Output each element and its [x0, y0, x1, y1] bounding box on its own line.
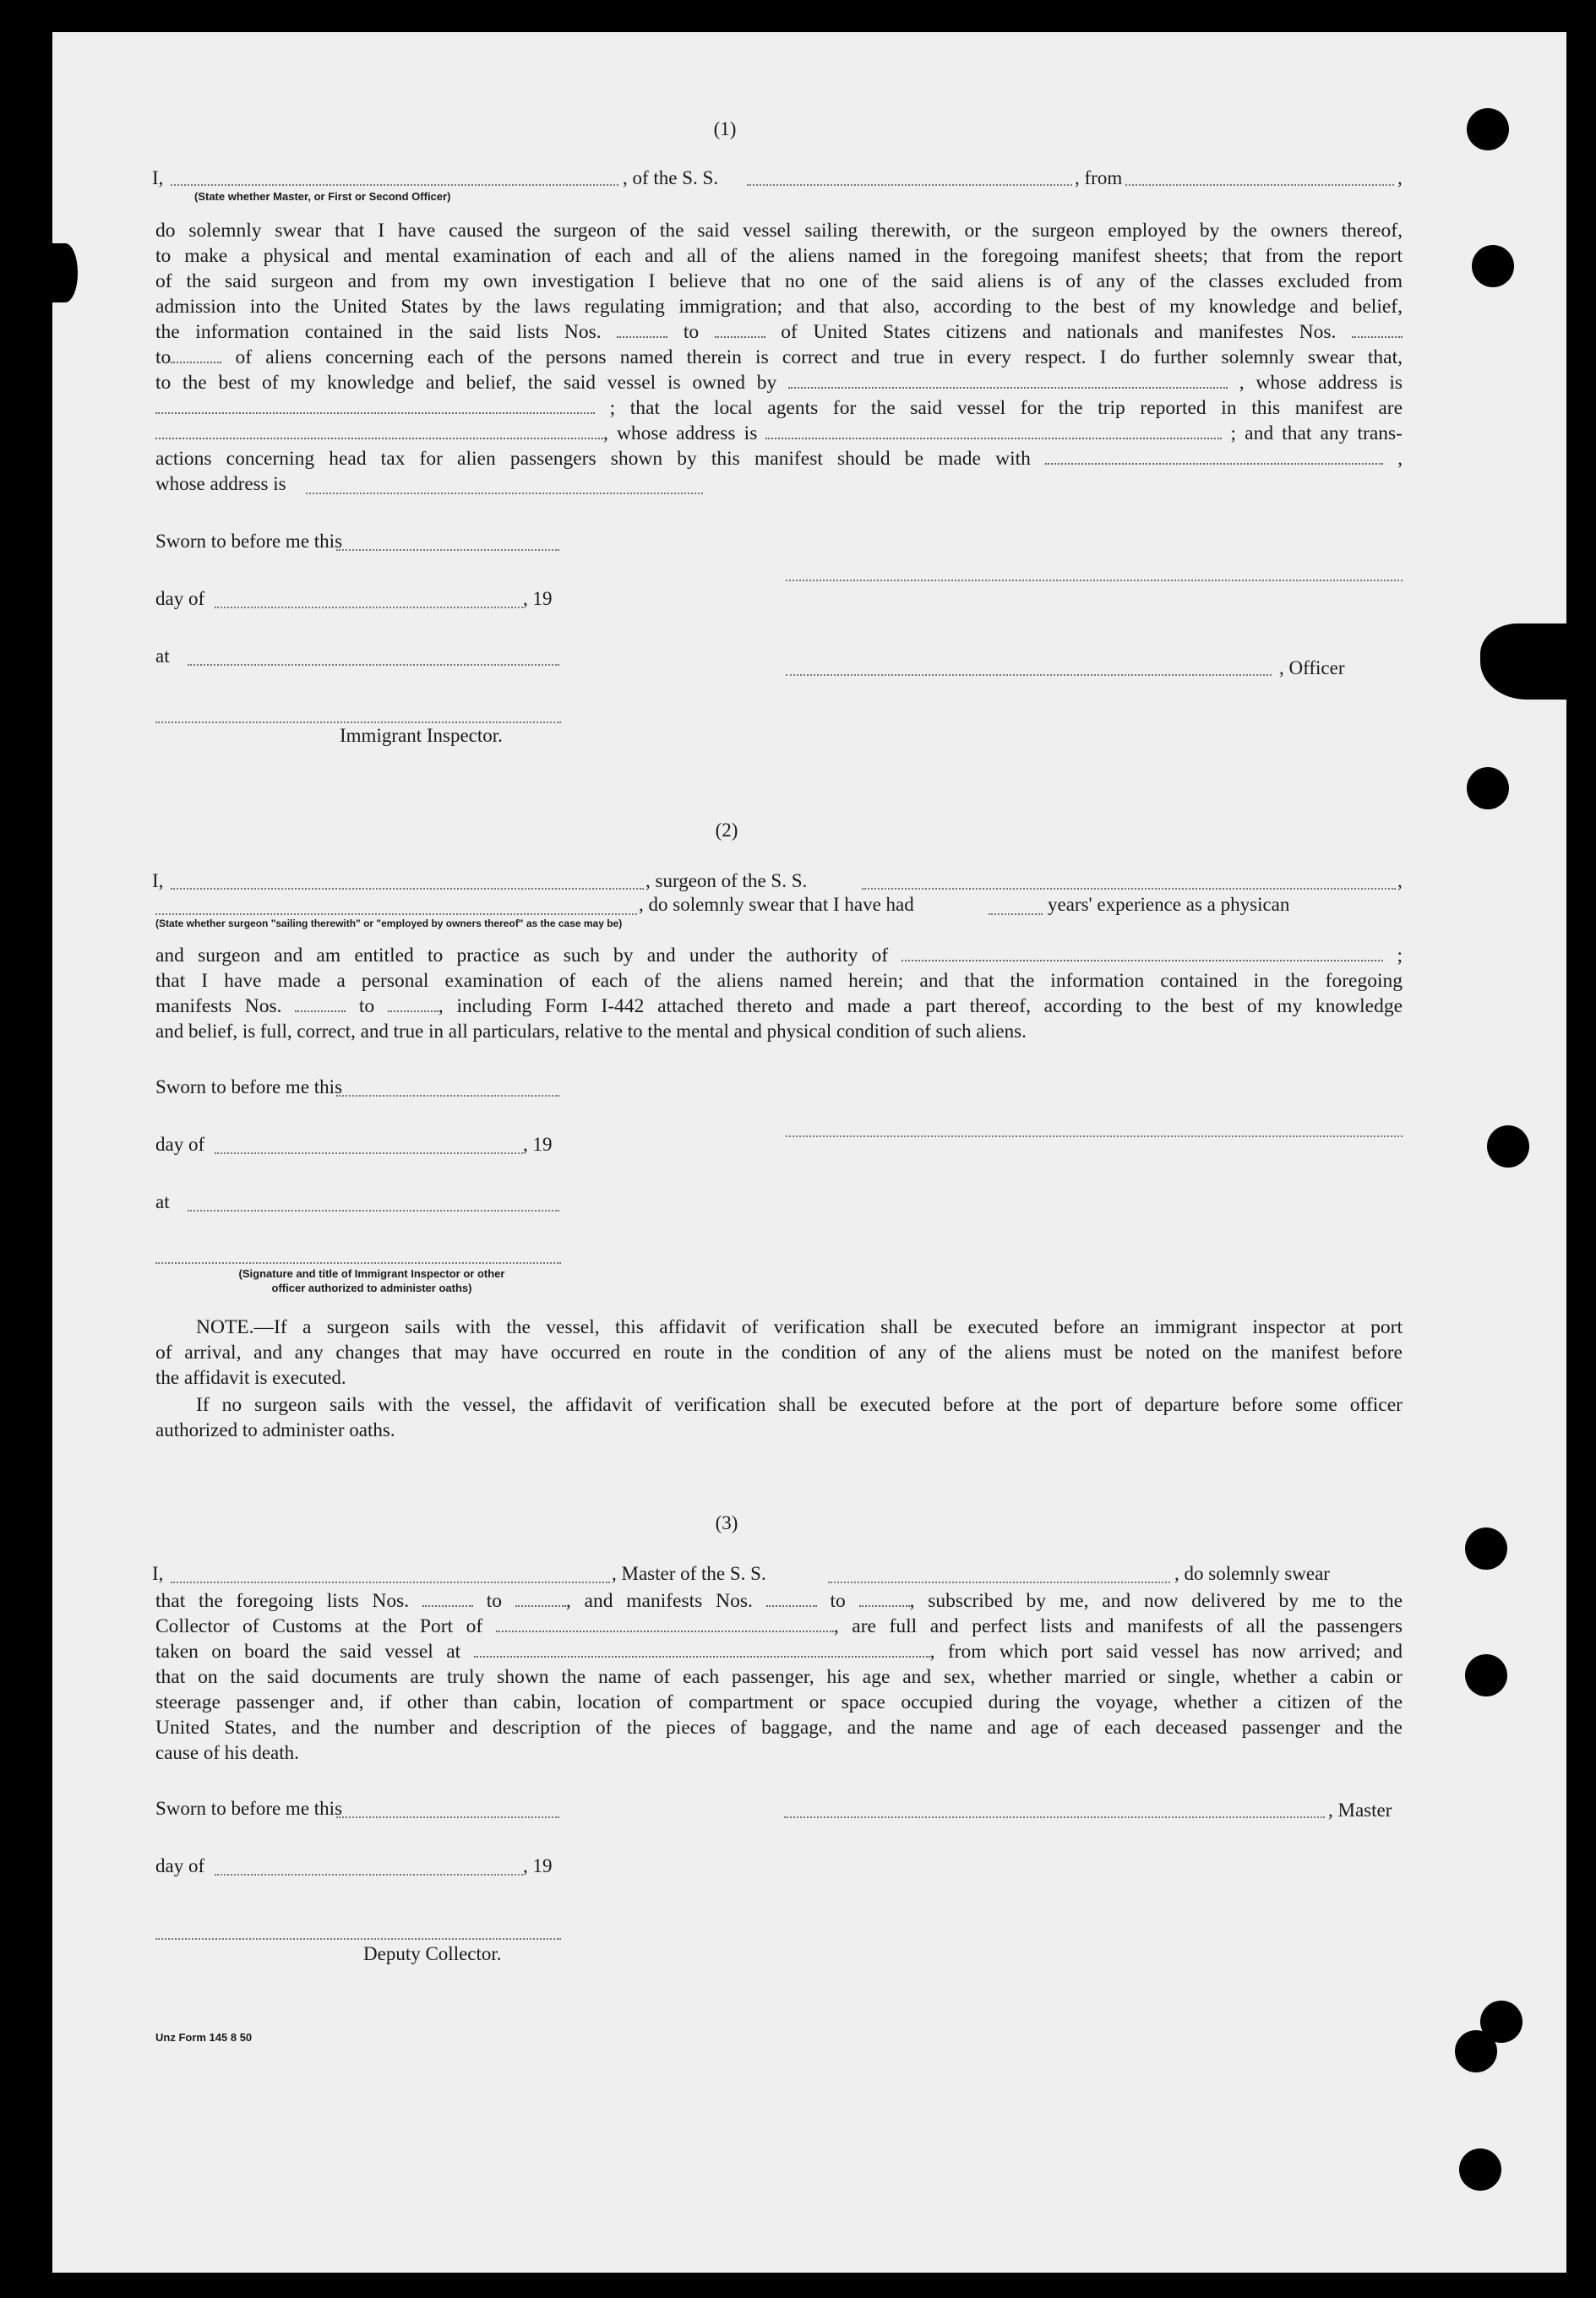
sec1-l5a: the information contained in the said lists Nos. — [155, 321, 602, 343]
sec3-l1d: to — [830, 1590, 846, 1612]
sec2-name-field[interactable] — [171, 888, 644, 890]
torn-edge — [52, 243, 78, 302]
sec1-line-8 — [155, 395, 1403, 421]
sec2-sworn: Sworn to before me this — [155, 1076, 343, 1097]
sec2-l1b: ; — [1397, 945, 1403, 967]
sec1-l10a: actions concerning head tax for alien passengers shown by this manifest should be made with — [155, 448, 1031, 470]
sec3-line-2 — [155, 1614, 1403, 1639]
sec1-dayof: day of — [155, 588, 205, 609]
sec3-manifests-to-field[interactable] — [859, 1605, 910, 1607]
sec1-l5b: to — [683, 321, 700, 343]
sec1-l8: ; that the local agents for the said vessel for the trip reported in this manifest are — [609, 397, 1403, 419]
sec1-line-1: do solemnly swear that I have caused the surgeon of the said vessel sailing therewith, or the surgeon employed by the owners thereof, — [155, 220, 1403, 242]
sec3-l2a: Collector of Customs at the Port of — [155, 1615, 483, 1637]
sec3-lists-to-field[interactable] — [515, 1605, 566, 1607]
sec1-line-6 — [155, 345, 1403, 370]
sec3-l1c: , and manifests Nos. — [565, 1590, 753, 1612]
sec2-day-field[interactable] — [215, 1152, 523, 1154]
section-1-number: (1) — [713, 118, 737, 139]
sec1-at-field[interactable] — [188, 664, 559, 666]
sec3-line-7: cause of his death. — [155, 1742, 299, 1763]
sec3-lists-from-field[interactable] — [422, 1605, 473, 1607]
sec3-name-field[interactable] — [171, 1582, 610, 1583]
sec1-l9a: , whose address is — [603, 422, 758, 444]
sec2-i: I, — [152, 870, 164, 891]
sec1-line-9 — [155, 421, 1403, 446]
sec2-l3c: , including Form I-442 attached thereto and made a part thereof, according to the best of my knowledge — [438, 995, 1403, 1017]
sec3-i: I, — [152, 1563, 164, 1584]
sec1-owner-field[interactable] — [788, 387, 1228, 389]
sec3-line-6: United States, and the number and description of the pieces of baggage, and the name and age of each deceased passenger and the — [155, 1717, 1403, 1739]
punch-hole — [1465, 1527, 1507, 1570]
sec1-agents-address-field[interactable] — [765, 438, 1222, 439]
sec2-ship-field[interactable] — [862, 888, 1396, 890]
note-p2-line-2: authorized to administer oaths. — [155, 1419, 395, 1440]
sec2-swear-b: years' experience as a physican — [1048, 894, 1290, 915]
sec1-ship-field[interactable] — [747, 184, 1072, 186]
sec2-line-3 — [155, 994, 1403, 1019]
sec1-of-ss: , of the S. S. — [623, 167, 719, 188]
sec1-l5c: of United States citizens and nationals and manifestes Nos. — [781, 321, 1337, 343]
sec1-year: , 19 — [523, 588, 553, 609]
sec3-taken-at-field[interactable] — [474, 1656, 930, 1658]
sec2-officer-signature-field[interactable] — [155, 1262, 561, 1264]
sec2-l3b: to — [358, 995, 375, 1017]
punch-hole — [1459, 2148, 1501, 2191]
sec1-l7b: , whose address is — [1239, 372, 1403, 394]
punch-hole — [1472, 245, 1514, 287]
sec1-l6a: to — [155, 346, 172, 368]
sec3-manifests-from-field[interactable] — [766, 1605, 817, 1607]
torn-edge — [1480, 624, 1573, 700]
sec2-sig-note-2: officer authorized to administer oaths) — [271, 1282, 472, 1294]
form-page — [52, 32, 1566, 2273]
sec1-i: I, — [152, 167, 164, 188]
sec3-master-of: , Master of the S. S. — [612, 1563, 766, 1584]
sec3-l3a: taken on board the said vessel at — [155, 1641, 461, 1663]
sec2-swear-a: , do solemnly swear that I have had — [639, 894, 914, 915]
sec2-sig-note-1: (Signature and title of Immigrant Inspector or other — [238, 1267, 505, 1280]
sec2-manifest-from-field[interactable] — [295, 1010, 346, 1012]
sec3-line-3 — [155, 1639, 1403, 1664]
sec1-l9b: ; and that any trans- — [1230, 422, 1403, 444]
sec1-l6b: of aliens concerning each of the persons named therein is correct and true in every respect. I do further solemnly swear that, — [235, 346, 1403, 368]
punch-hole — [1467, 108, 1509, 150]
punch-hole — [1455, 2030, 1497, 2072]
sec3-l3b: , from which port said vessel has now arrived; and — [929, 1641, 1403, 1663]
sec1-from-field[interactable] — [1125, 184, 1394, 186]
section-2-number: (2) — [715, 820, 738, 841]
sec1-line-2: to make a physical and mental examination of each and all of the aliens named in the foregoing manifest sheets; that from the report — [155, 245, 1403, 267]
sec2-dayof: day of — [155, 1134, 205, 1155]
sec3-swear: , do solemnly swear — [1174, 1563, 1330, 1584]
form-number: Unz Form 145 8 50 — [155, 2031, 253, 2044]
sec1-officer-field[interactable] — [786, 674, 1272, 676]
sec3-port-field[interactable] — [496, 1631, 834, 1632]
punch-hole — [1487, 1125, 1529, 1168]
sec3-line-5: steerage passenger and, if other than cabin, location of compartment or space occupied during the voyage, whether a citizen of the — [155, 1691, 1403, 1713]
punch-hole — [1467, 767, 1509, 809]
sec1-owner-address-field[interactable] — [155, 412, 595, 414]
note-p1-line-2: of arrival, and any changes that may have occurred en route in the condition of any of the aliens must be noted on the manifest before — [155, 1342, 1403, 1364]
sec1-line-4: admission into the United States by the laws regulating immigration; and that also, according to the best of my knowledge and belief, — [155, 296, 1403, 318]
sec2-at-field[interactable] — [188, 1210, 559, 1212]
sec2-manifest-to-field[interactable] — [388, 1010, 438, 1012]
punch-hole — [1465, 1654, 1507, 1696]
sec3-l1e: , subscribed by me, and now delivered by me to the — [909, 1590, 1403, 1612]
sec3-master: , Master — [1328, 1800, 1392, 1821]
sec3-day-field[interactable] — [215, 1874, 523, 1876]
sec2-authority-field[interactable] — [901, 960, 1383, 961]
sec2-at: at — [155, 1191, 170, 1212]
sec3-sworn: Sworn to before me this — [155, 1798, 343, 1819]
sec2-years-field[interactable] — [989, 913, 1043, 915]
sec1-sworn: Sworn to before me this — [155, 531, 343, 552]
sec3-line-1 — [155, 1588, 1403, 1614]
sec2-signature-field[interactable] — [786, 1135, 1403, 1137]
sec2-surgeon-of: , surgeon of the S. S. — [645, 870, 808, 891]
sec3-l2b: , are full and perfect lists and manifests of all the passengers — [833, 1615, 1403, 1637]
sec1-officer-note: (State whether Master, or First or Second Officer) — [194, 190, 451, 203]
sec3-l1b: to — [486, 1590, 503, 1612]
section-3-number: (3) — [715, 1512, 738, 1533]
sec1-line-7 — [155, 370, 1403, 395]
sec1-inspector-field[interactable] — [155, 722, 561, 723]
sec3-ship-field[interactable] — [828, 1582, 1170, 1583]
sec1-line-10 — [155, 446, 1403, 471]
sec2-comma: , — [1397, 870, 1403, 891]
sec3-dayof: day of — [155, 1855, 205, 1876]
sec1-list-to-field[interactable] — [715, 336, 765, 338]
sec2-line-4: and belief, is full, correct, and true in all particulars, relative to the mental and physical condition of such aliens. — [155, 1021, 1027, 1042]
sec1-manifest-from-field[interactable] — [1352, 336, 1403, 338]
sec1-agents-field[interactable] — [155, 438, 603, 439]
sec2-l3a: manifests Nos. — [155, 995, 282, 1017]
note-p2-line-1: If no surgeon sails with the vessel, the affidavit of verification shall be executed before at the port of departure before some officer — [196, 1394, 1403, 1416]
sec1-l7a: to the best of my knowledge and belief, the said vessel is owned by — [155, 372, 777, 394]
sec3-year: , 19 — [523, 1855, 553, 1876]
sec2-l1: and surgeon and am entitled to practice as such by and under the authority of — [155, 945, 889, 967]
sec1-officer: , Officer — [1279, 657, 1345, 678]
sec1-headtax-address-field[interactable] — [306, 493, 703, 494]
sec1-comma: , — [1397, 167, 1403, 188]
sec1-from: , from — [1075, 167, 1123, 188]
sec3-collector-field[interactable] — [155, 1938, 561, 1940]
note-p1-line-1: NOTE.—If a surgeon sails with the vessel, this affidavit of verification shall be executed before an immigrant inspector at port — [196, 1316, 1403, 1338]
sec3-l1a: that the foregoing lists Nos. — [155, 1590, 410, 1612]
sec1-inspector: Immigrant Inspector. — [340, 725, 503, 746]
sec1-list-from-field[interactable] — [617, 336, 667, 338]
sec1-l10b: , — [1397, 448, 1403, 470]
sec1-name-field[interactable] — [171, 184, 618, 186]
sec3-sworn-date-field[interactable] — [336, 1816, 559, 1818]
sec2-capacity-field[interactable] — [155, 913, 637, 915]
sec2-year: , 19 — [523, 1134, 553, 1155]
sec2-capacity-note: (State whether surgeon "sailing therewith" or "employed by owners thereof" as the case may be) — [155, 918, 623, 929]
sec1-signature-field[interactable] — [786, 580, 1403, 581]
sec1-at: at — [155, 645, 170, 667]
sec1-manifest-to-field[interactable] — [171, 362, 221, 363]
sec1-day-field[interactable] — [215, 607, 523, 608]
note-p1-line-3: the affidavit is executed. — [155, 1367, 346, 1388]
sec1-line-11: whose address is — [155, 473, 286, 494]
sec1-line-5 — [155, 319, 1403, 345]
sec3-collector: Deputy Collector. — [363, 1943, 502, 1964]
sec1-sworn-date-field[interactable] — [336, 549, 559, 551]
sec1-line-3: of the said surgeon and from my own investigation I believe that no one of the said aliens is of any of the classes excluded from — [155, 270, 1403, 292]
sec2-line-1 — [155, 943, 1403, 968]
sec1-headtax-field[interactable] — [1045, 463, 1383, 465]
sec2-sworn-date-field[interactable] — [336, 1095, 559, 1097]
sec2-line-2: that I have made a personal examination of each of the aliens named herein; and that the information contained in the foregoing — [155, 970, 1403, 992]
sec3-master-signature-field[interactable] — [784, 1816, 1325, 1818]
sec3-line-4: that on the said documents are truly shown the name of each passenger, his age and sex, whether married or single, whether a cabin or — [155, 1666, 1403, 1688]
